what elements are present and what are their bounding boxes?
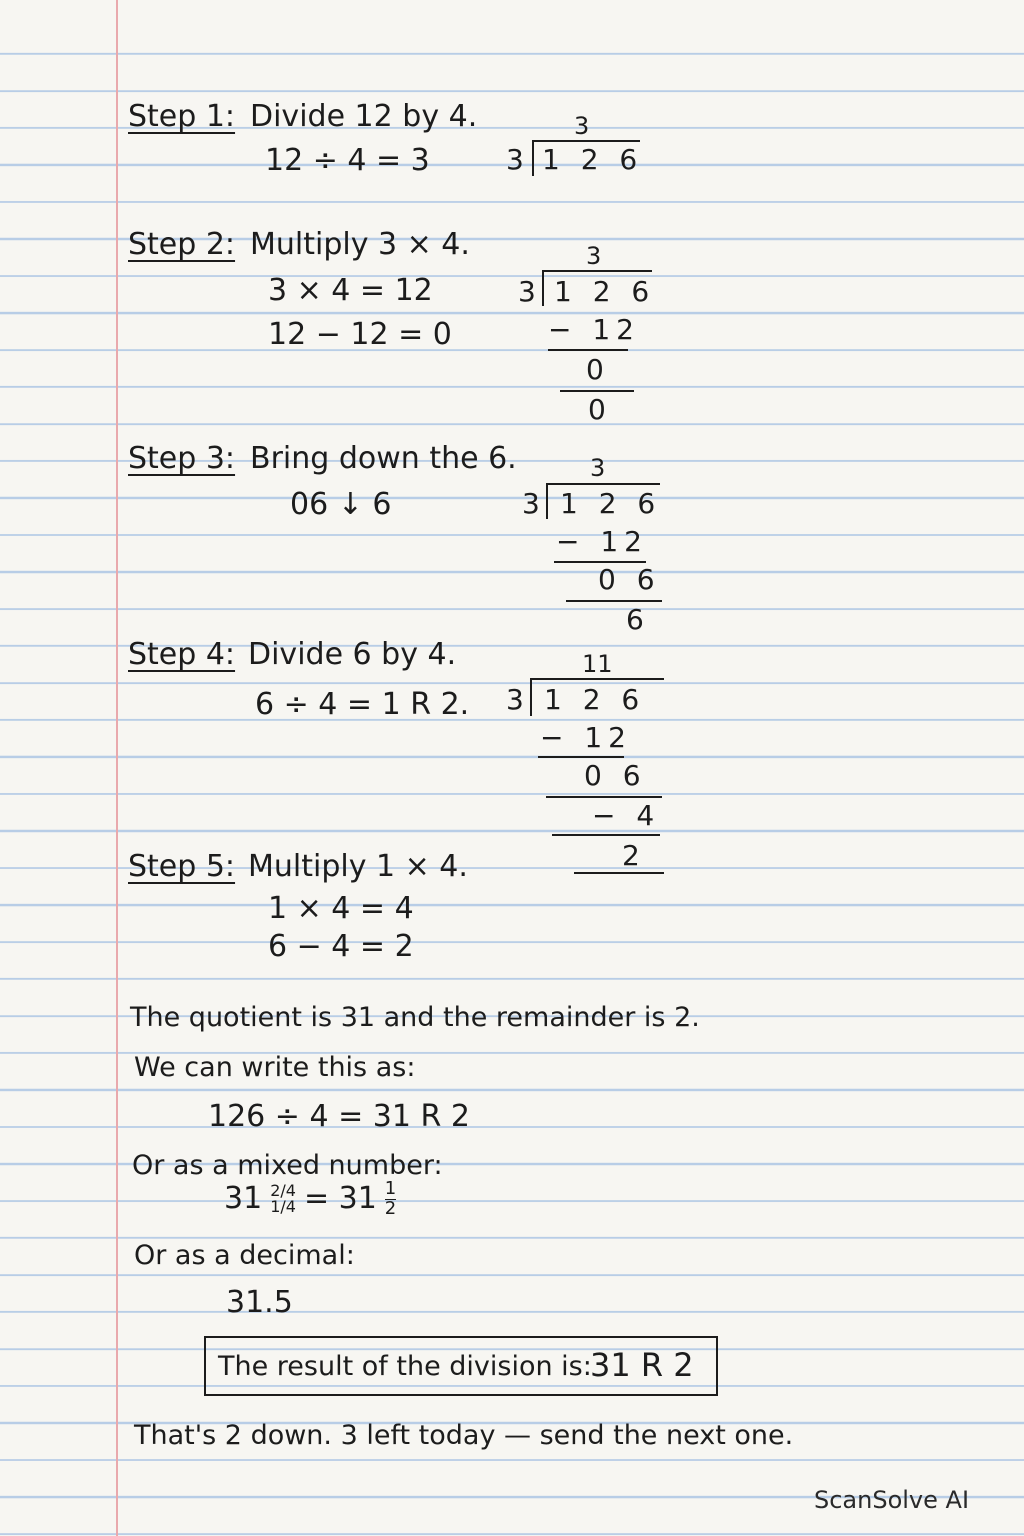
ld-4-bracket — [530, 678, 532, 716]
ld-4-bar — [530, 678, 664, 680]
ld-2-row-1: − 12 — [548, 313, 640, 346]
mixed-whole: 31 — [224, 1181, 263, 1217]
step-1-title: Step 1: — [128, 99, 236, 134]
watermark: ScanSolve AI — [814, 1486, 970, 1514]
ld-1-quotient: 3 — [574, 112, 596, 140]
simplified-numerator: 1 — [384, 1178, 397, 1199]
step-1-line-1: 12 ÷ 4 = 3 — [265, 143, 430, 178]
ld-4-rule-2 — [546, 796, 662, 798]
ld-3-row-2: 0 6 — [598, 563, 661, 596]
ld-2-bar — [542, 270, 652, 272]
ld-1-divisor: 3 — [506, 143, 530, 176]
ld-4-rule-4 — [574, 872, 664, 874]
decimal-value: 31.5 — [226, 1285, 293, 1320]
ld-2-rule-2 — [560, 390, 634, 392]
ld-3-rule-2 — [566, 600, 662, 602]
mixed-number-expression — [224, 1180, 396, 1219]
ld-3-row-1: − 12 — [556, 525, 648, 558]
result-value: 31 R 2 — [590, 1346, 694, 1384]
quotient-statement: The quotient is 31 and the remainder is 2. — [130, 1002, 700, 1033]
ld-2-row-2: 0 — [586, 353, 610, 386]
step-3-heading: Bring down the 6. — [250, 441, 517, 476]
ld-4-rule-3 — [552, 834, 660, 836]
ld-2-bracket — [542, 270, 544, 306]
step-4-heading: Divide 6 by 4. — [248, 637, 457, 672]
division-equation: 126 ÷ 4 = 31 R 2 — [208, 1099, 470, 1134]
step-2-line-2: 12 − 12 = 0 — [268, 317, 452, 352]
ld-3-bar — [546, 483, 660, 485]
simplified-denominator: 2 — [384, 1197, 397, 1219]
mixed-fraction-top: 2/4 — [270, 1180, 296, 1200]
progress-message: That's 2 down. 3 left today — send the next one. — [134, 1420, 794, 1451]
step-3-title: Step 3: — [128, 441, 236, 476]
ld-1-bracket — [532, 140, 534, 176]
write-as-label: We can write this as: — [134, 1052, 416, 1083]
ld-3-quotient: 3 — [590, 454, 612, 482]
ld-4-row-4: 2 — [622, 839, 646, 872]
step-5-title: Step 5: — [128, 849, 236, 884]
ld-4-row-2: 0 6 — [584, 759, 647, 792]
ld-4-rule-1 — [538, 756, 624, 758]
ld-2-divisor: 3 — [518, 275, 542, 308]
ld-4-quotient: 11 — [582, 650, 613, 678]
step-5-line-2: 6 − 4 = 2 — [268, 929, 414, 964]
ld-3-dividend: 1 2 6 — [560, 487, 662, 520]
step-2-title: Step 2: — [128, 227, 236, 262]
decimal-label: Or as a decimal: — [134, 1240, 355, 1271]
step-2-heading: Multiply 3 × 4. — [250, 227, 470, 262]
step-3-line-1: 06 ↓ 6 — [290, 487, 392, 522]
step-5-heading: Multiply 1 × 4. — [248, 849, 468, 884]
ld-4-divisor: 3 — [506, 683, 530, 716]
result-label: The result of the division is: — [218, 1351, 592, 1382]
step-2-line-1: 3 × 4 = 12 — [268, 273, 433, 308]
step-1-heading: Divide 12 by 4. — [250, 99, 478, 134]
ld-4-row-3: − 4 — [592, 799, 661, 832]
ld-2-row-3: 0 — [588, 393, 612, 426]
step-4-line-1: 6 ÷ 4 = 1 R 2. — [255, 687, 470, 722]
ld-4-row-1: − 12 — [540, 721, 632, 754]
mixed-fraction-bottom: 1/4 — [270, 1197, 296, 1217]
ld-2-rule-1 — [548, 349, 628, 351]
ld-3-divisor: 3 — [522, 487, 546, 520]
ld-1-dividend: 1 2 6 — [542, 143, 644, 176]
ld-4-dividend: 1 2 6 — [544, 683, 646, 716]
mixed-fraction — [270, 1180, 296, 1217]
step-4-title: Step 4: — [128, 637, 236, 672]
ld-3-bracket — [546, 483, 548, 519]
ld-3-row-3: 6 — [626, 603, 650, 636]
mixed-number-label: Or as a mixed number: — [132, 1150, 443, 1181]
simplified-fraction — [385, 1180, 396, 1219]
step-5-line-1: 1 × 4 = 4 — [268, 891, 414, 926]
result-box — [204, 1336, 718, 1396]
mixed-equals: = 31 — [303, 1181, 377, 1217]
ld-2-dividend: 1 2 6 — [554, 275, 656, 308]
ld-2-quotient: 3 — [586, 242, 608, 270]
ld-1-bar — [532, 140, 640, 142]
